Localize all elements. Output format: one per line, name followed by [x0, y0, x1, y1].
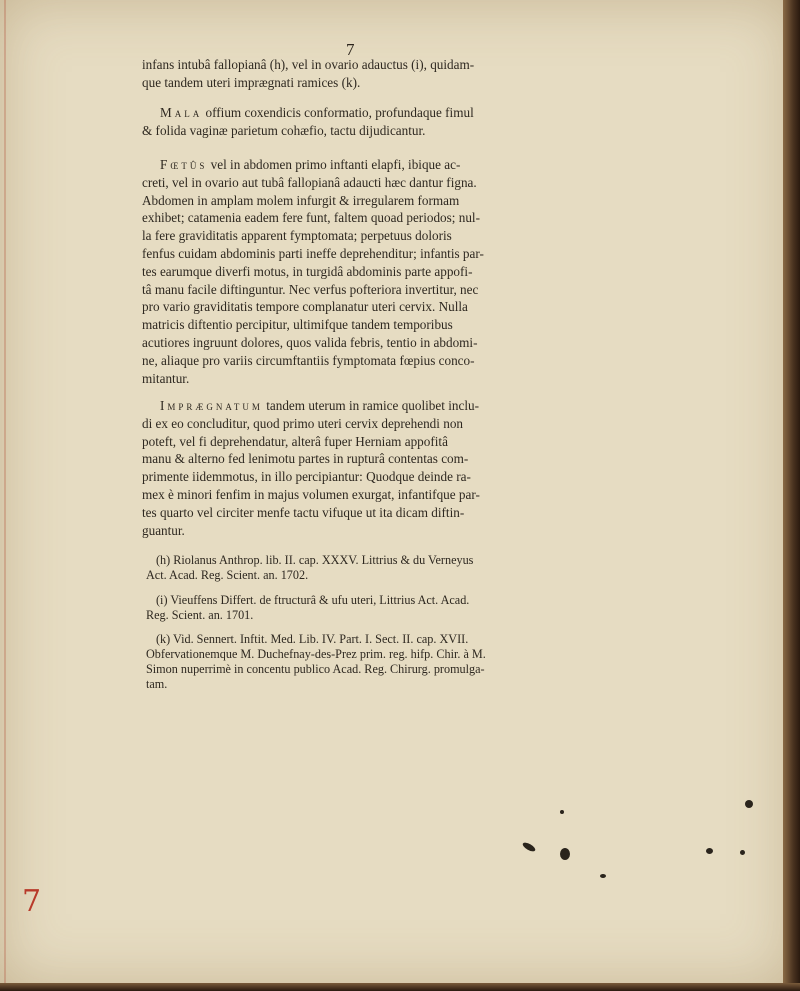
book-spine-edge — [783, 0, 800, 991]
paragraph-4-line-1-text: tandem uterum in ramice quolibet inclu- — [262, 398, 479, 413]
paragraph-3-line-2: creti, vel in ovario aut tubâ fallopianâ adaucti hæc dantur figna. — [142, 174, 477, 190]
book-bottom-edge — [0, 983, 800, 991]
footnote-k-line-1: (k) Vid. Sennert. Inftit. Med. Lib. IV. Part. I. Sect. II. cap. XVII. — [156, 632, 469, 646]
paragraph-3-line-8: tâ manu facile diftinguntur. Nec verfus pofteriora invertitur, nec — [142, 281, 479, 297]
paragraph-2-line-1 — [142, 104, 630, 122]
footnote-k-line-3: Simon nuperrimè in concentu publico Acad. Reg. Chirurg. promulga- — [146, 662, 485, 676]
footnote-h — [146, 553, 632, 583]
paragraph-4-line-2: di ex eo concluditur, quod primo uteri cervix deprehendi non — [142, 415, 464, 431]
paragraph-3 — [142, 156, 630, 387]
paragraph-3-line-1 — [142, 156, 630, 174]
page-number: 7 — [346, 40, 355, 59]
paragraph-4-line-8: guantur. — [142, 522, 185, 538]
paragraph-3-lead: Fœtûs — [160, 157, 208, 172]
footnote-k-line-2: Obfervationemque M. Duchefnay-des-Prez prim. reg. hifp. Chir. à M. — [146, 647, 486, 661]
paragraph-3-line-1-text: vel in abdomen primo inftanti elapfi, ibique ac- — [207, 157, 461, 172]
paragraph-4-line-6: mex è minori fenfim in majus volumen exurgat, infantifque par- — [142, 486, 480, 502]
ink-stain — [560, 810, 564, 814]
paragraph-2 — [142, 104, 630, 140]
page-edge-mark — [4, 0, 6, 986]
footnote-i — [146, 593, 632, 623]
paragraph-4-lead: Imprægnatum — [160, 398, 263, 413]
ink-stain — [740, 850, 745, 855]
paragraph-3-line-12: ne, aliaque pro variis circumftantiis fymptomata fœpius conco- — [142, 352, 475, 368]
footnote-k — [146, 632, 632, 692]
paragraph-3-line-3: Abdomen in amplam molem infurgit & irregularem formam — [142, 192, 460, 208]
ink-stain — [745, 800, 753, 808]
paragraph-3-line-4: exhibet; catamenia eadem fere funt, faltem quoad periodos; nul- — [142, 210, 480, 226]
red-margin-mark: 7 — [22, 884, 42, 919]
paragraph-4 — [142, 397, 630, 539]
ink-stain — [706, 848, 713, 854]
paragraph-1-line-2: que tandem uteri imprægnati ramices (k). — [142, 74, 361, 90]
paragraph-3-line-6: fenfus cuidam abdominis parti ineffe deprehenditur; infantis par- — [142, 245, 484, 261]
paragraph-3-line-5: la fere graviditatis apparent fymptomata; perpetuus doloris — [142, 228, 452, 244]
paragraph-1 — [142, 56, 630, 92]
paragraph-4-line-3: poteft, vel fi deprehendatur, alterâ fuper Herniam appofitâ — [142, 433, 448, 449]
footnote-h-line-1: (h) Riolanus Anthrop. lib. II. cap. XXXV. Littrius & du Verneyus — [156, 553, 474, 567]
paragraph-3-line-13: mitantur. — [142, 370, 190, 386]
paragraph-3-line-7: tes earumque diverfi motus, in turgidâ abdominis parte appofi- — [142, 263, 473, 279]
ink-stain — [560, 848, 570, 860]
footnote-i-line-1: (i) Vieuffens Differt. de ftructurâ & ufu uteri, Littrius Act. Acad. — [156, 593, 470, 607]
paragraph-1-line-1: infans intubâ fallopianâ (h), vel in ovario adauctus (i), quidam- — [142, 57, 475, 72]
paragraph-4-line-4: manu & alterno fed lenimotu partes in rupturâ contentas com- — [142, 451, 469, 467]
ink-stain — [600, 874, 606, 878]
paragraph-4-line-5: primente iidemmotus, in illo percipiantur: Quodque deinde ra- — [142, 469, 471, 485]
paragraph-3-line-10: matricis diftentio percipitur, ultimifque tandem temporibus — [142, 317, 453, 333]
paragraph-2-line-2: & folida vaginæ parietum cohæfio, tactu dijudicantur. — [142, 122, 426, 138]
paragraph-2-lead: Mala — [160, 105, 203, 120]
footnote-i-line-2: Reg. Scient. an. 1701. — [146, 608, 254, 622]
paragraph-3-line-11: acutiores ingruunt dolores, quos valida febris, tentio in abdomi- — [142, 334, 478, 350]
footnote-k-line-4: tam. — [146, 677, 168, 691]
paragraph-4-line-7: tes quarto vel circiter menfe tactu vifuque ut ita dicam diftin- — [142, 504, 465, 520]
paragraph-4-line-1 — [142, 397, 630, 415]
footnote-h-line-2: Act. Acad. Reg. Scient. an. 1702. — [146, 568, 309, 582]
paragraph-2-line-1-text: offium coxendicis conformatio, profundaque fimul — [202, 105, 474, 120]
paragraph-3-line-9: pro vario graviditatis tempore complanatur uteri cervix. Nulla — [142, 299, 468, 315]
